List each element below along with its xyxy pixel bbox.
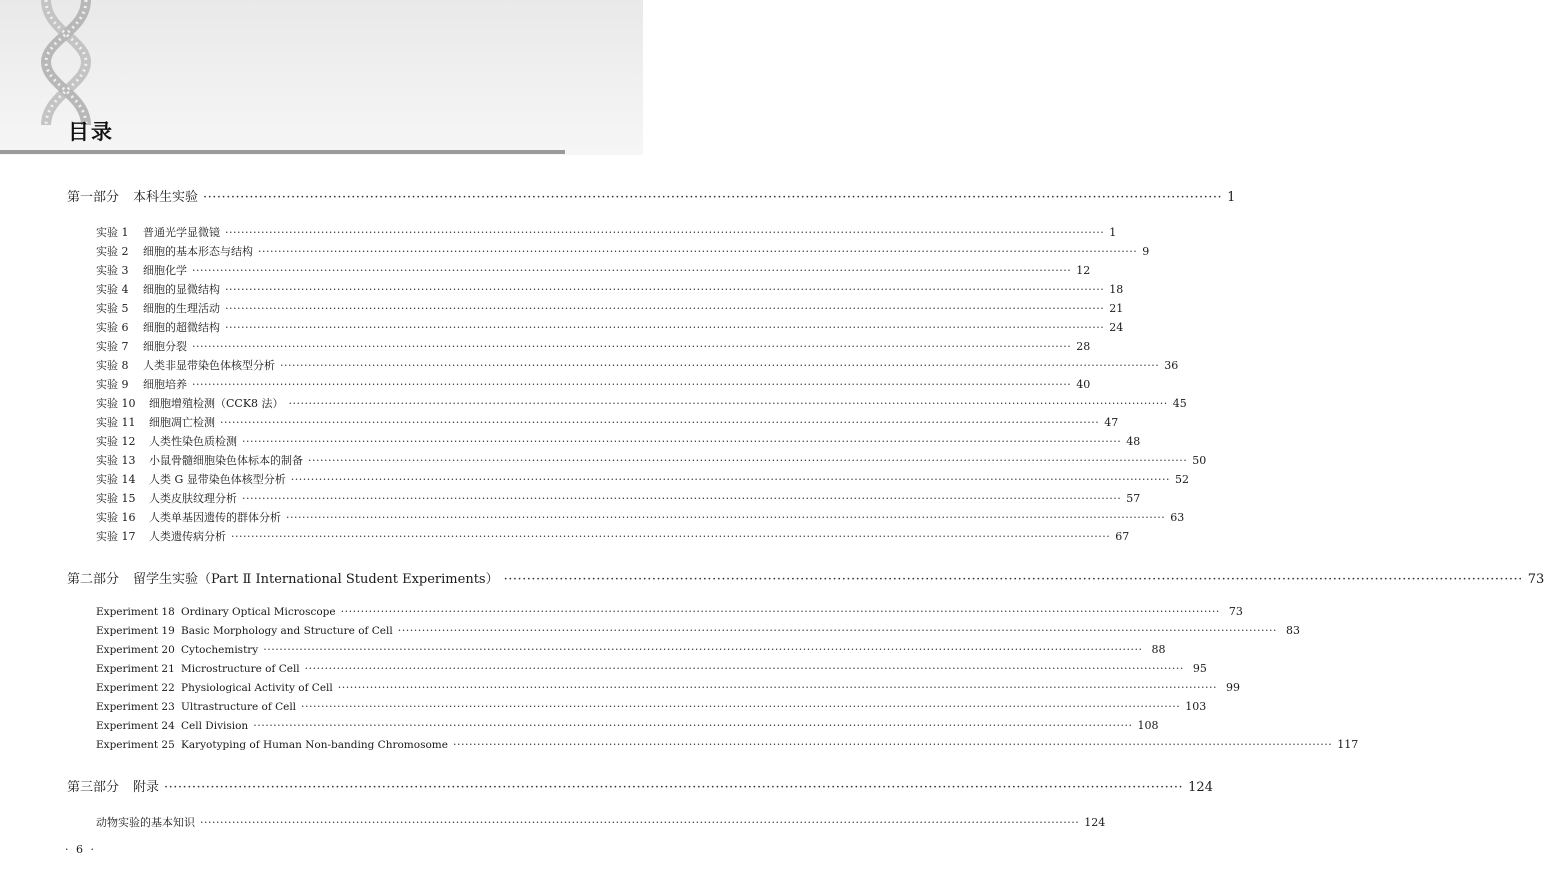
dot-leader: ····························································································································································································································: [203, 190, 1223, 205]
dot-leader: ····························································································································································································································: [164, 780, 1184, 795]
entry-title: Microstructure of Cell: [181, 663, 300, 675]
entry-page: 24: [1109, 321, 1124, 334]
entry-title: 细胞凋亡检测: [149, 416, 215, 429]
entry-page: 63: [1170, 511, 1185, 524]
entry-number: Experiment 21: [96, 663, 175, 675]
entry-title: 人类 G 显带染色体核型分析: [149, 473, 286, 486]
toc-item[interactable]: [96, 490, 1141, 506]
entry-page: 124: [1188, 780, 1213, 795]
entry-title: 人类单基因遗传的群体分析: [149, 511, 281, 524]
entry-page: 103: [1185, 700, 1207, 713]
entry-number: Experiment 18: [96, 606, 175, 618]
dot-leader: ····························································································································································································································: [242, 435, 1122, 448]
entry-page: 83: [1285, 624, 1300, 637]
entry-title: 普通光学显微镜: [143, 226, 220, 239]
toc-item[interactable]: [96, 357, 1179, 373]
entry-number: 实验 9: [96, 378, 129, 391]
entry-title: 细胞的生理活动: [143, 302, 220, 315]
entry-page: 99: [1226, 681, 1241, 694]
toc-item[interactable]: [96, 262, 1091, 278]
toc-item[interactable]: [96, 395, 1187, 411]
toc-item[interactable]: [96, 719, 1159, 732]
toc-item[interactable]: [96, 338, 1091, 354]
entry-page: 1: [1227, 190, 1236, 205]
dot-leader: ····························································································································································································································: [340, 605, 1220, 618]
entry-title: 细胞化学: [143, 264, 187, 277]
dot-leader: ····························································································································································································································: [258, 245, 1138, 258]
dot-leader: ····························································································································································································································: [337, 681, 1218, 694]
toc-item[interactable]: [96, 224, 1117, 240]
entry-number: Experiment 20: [96, 644, 175, 656]
entry-page: 40: [1076, 378, 1091, 391]
entry-number: 实验 15: [96, 492, 136, 505]
dot-leader: ····························································································································································································································: [253, 719, 1133, 732]
entry-page: 36: [1164, 359, 1179, 372]
toc-item[interactable]: [96, 300, 1124, 316]
entry-title: 留学生实验（Part Ⅱ International Student Experiments）: [133, 572, 499, 587]
entry-number: 实验 7: [96, 340, 129, 353]
dot-leader: ····························································································································································································································: [225, 283, 1105, 296]
toc-item[interactable]: [96, 700, 1207, 713]
toc-item[interactable]: [96, 681, 1241, 694]
entry-title: 人类性染色质检测: [149, 435, 237, 448]
toc-item[interactable]: [96, 376, 1091, 392]
dot-leader: ····························································································································································································································: [288, 397, 1168, 410]
entry-page: 73: [1228, 605, 1243, 618]
entry-number: 实验 11: [96, 416, 136, 429]
entry-page: 21: [1109, 302, 1124, 315]
part-heading[interactable]: [67, 776, 1213, 795]
toc-item[interactable]: [96, 643, 1166, 656]
entry-title: 附录: [133, 780, 160, 795]
dot-leader: ····························································································································································································································: [503, 572, 1523, 587]
entry-page: 57: [1126, 492, 1141, 505]
toc-item[interactable]: [96, 414, 1119, 430]
entry-title: Cytochemistry: [181, 644, 259, 656]
entry-number: 实验 6: [96, 321, 129, 334]
entry-title: 细胞培养: [143, 378, 187, 391]
entry-number: Experiment 25: [96, 739, 175, 751]
entry-title: Ordinary Optical Microscope: [181, 606, 336, 618]
dot-leader: ····························································································································································································································: [225, 302, 1105, 315]
toc-item[interactable]: [96, 624, 1300, 637]
entry-page: 50: [1192, 454, 1207, 467]
entry-number: 实验 8: [96, 359, 129, 372]
entry-number: Experiment 24: [96, 720, 175, 732]
entry-number: 实验 2: [96, 245, 129, 258]
entry-number: 实验 17: [96, 530, 136, 543]
entry-page: 28: [1076, 340, 1091, 353]
entry-number: Experiment 23: [96, 701, 175, 713]
toc-item[interactable]: [96, 452, 1207, 468]
entry-title: Ultrastructure of Cell: [181, 701, 297, 713]
toc-item[interactable]: [96, 662, 1207, 675]
entry-title: 人类遗传病分析: [149, 530, 226, 543]
entry-title: 细胞的显微结构: [143, 283, 220, 296]
entry-page: 108: [1137, 719, 1159, 732]
dot-leader: ····························································································································································································································: [242, 492, 1122, 505]
entry-page: 67: [1115, 530, 1130, 543]
entry-number: 第一部分: [67, 190, 120, 205]
toc-item[interactable]: [96, 433, 1141, 449]
entry-number: Experiment 22: [96, 682, 175, 694]
dot-leader: ····························································································································································································································: [280, 359, 1160, 372]
entry-title: 细胞增殖检测（CCK8 法）: [149, 397, 284, 410]
entry-page: 9: [1142, 245, 1150, 258]
toc-item[interactable]: [96, 814, 1106, 830]
toc-item[interactable]: [96, 738, 1359, 751]
dot-leader: ····························································································································································································································: [304, 662, 1184, 675]
header-rule: [0, 150, 565, 154]
dot-leader: ····························································································································································································································: [200, 816, 1080, 829]
page-number: · 6 ·: [65, 843, 96, 856]
entry-number: 实验 10: [96, 397, 136, 410]
dot-leader: ····························································································································································································································: [263, 643, 1143, 656]
entry-page: 12: [1076, 264, 1091, 277]
entry-number: 实验 5: [96, 302, 129, 315]
entry-title: Basic Morphology and Structure of Cell: [181, 625, 393, 637]
dot-leader: ····························································································································································································································: [220, 416, 1100, 429]
dot-leader: ····························································································································································································································: [192, 378, 1072, 391]
dot-leader: ····························································································································································································································: [397, 624, 1277, 637]
entry-page: 124: [1084, 816, 1106, 829]
entry-page: 95: [1192, 662, 1207, 675]
entry-number: 实验 4: [96, 283, 129, 296]
entry-number: Experiment 19: [96, 625, 175, 637]
entry-title: Karyotyping of Human Non-banding Chromosome: [181, 739, 448, 751]
entry-page: 117: [1337, 738, 1359, 751]
entry-page: 1: [1109, 226, 1117, 239]
dot-leader: ····························································································································································································································: [301, 700, 1181, 713]
entry-title: 人类非显带染色体核型分析: [143, 359, 275, 372]
part-heading[interactable]: [67, 568, 1544, 587]
toc-item[interactable]: [96, 471, 1190, 487]
entry-number: 实验 12: [96, 435, 136, 448]
dot-leader: ····························································································································································································································: [290, 473, 1171, 486]
toc-item[interactable]: [96, 509, 1185, 525]
entry-page: 48: [1126, 435, 1141, 448]
toc-item[interactable]: [96, 605, 1243, 618]
dot-leader: ····························································································································································································································: [231, 530, 1111, 543]
entry-title: 本科生实验: [133, 190, 199, 205]
dot-leader: ····························································································································································································································: [192, 264, 1072, 277]
entry-number: 第三部分: [67, 780, 120, 795]
entry-title: 细胞分裂: [143, 340, 187, 353]
dna-helix-icon: [26, 0, 116, 125]
entry-title: Cell Division: [181, 720, 249, 732]
entry-page: 88: [1151, 643, 1166, 656]
entry-number: 第二部分: [67, 572, 120, 587]
toc-item[interactable]: [96, 528, 1130, 544]
entry-title: 动物实验的基本知识: [96, 816, 195, 829]
dot-leader: ····························································································································································································································: [225, 321, 1105, 334]
dot-leader: ····························································································································································································································: [192, 340, 1072, 353]
dot-leader: ····························································································································································································································: [286, 511, 1166, 524]
entry-page: 52: [1175, 473, 1190, 486]
toc-item[interactable]: [96, 319, 1124, 335]
entry-number: 实验 13: [96, 454, 136, 467]
entry-title: 细胞的基本形态与结构: [143, 245, 253, 258]
entry-number: 实验 1: [96, 226, 129, 239]
entry-title: 人类皮肤纹理分析: [149, 492, 237, 505]
page-title: 目录: [68, 120, 114, 144]
entry-number: 实验 16: [96, 511, 136, 524]
entry-page: 73: [1527, 572, 1544, 587]
dot-leader: ····························································································································································································································: [308, 454, 1188, 467]
entry-page: 45: [1172, 397, 1187, 410]
entry-title: Physiological Activity of Cell: [181, 682, 333, 694]
entry-title: 小鼠骨髓细胞染色体标本的制备: [149, 454, 303, 467]
entry-page: 47: [1104, 416, 1119, 429]
entry-number: 实验 3: [96, 264, 129, 277]
entry-title: 细胞的超微结构: [143, 321, 220, 334]
toc-item[interactable]: [96, 281, 1124, 297]
entry-page: 18: [1109, 283, 1124, 296]
dot-leader: ····························································································································································································································: [452, 738, 1333, 751]
part-heading[interactable]: [67, 186, 1236, 205]
dot-leader: ····························································································································································································································: [225, 226, 1105, 239]
entry-number: 实验 14: [96, 473, 136, 486]
toc-item[interactable]: [96, 243, 1150, 259]
